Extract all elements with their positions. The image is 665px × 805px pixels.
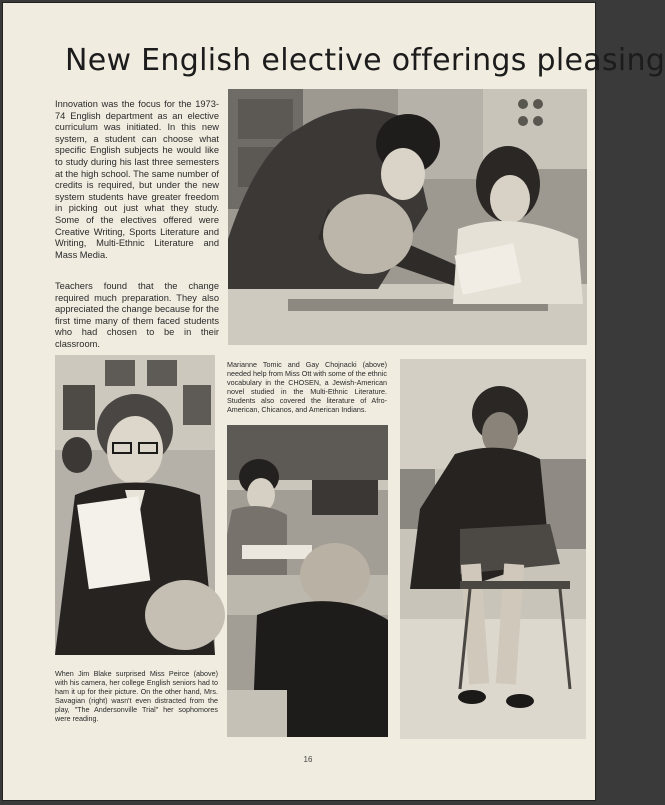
yearbook-page	[2, 2, 665, 801]
photo-caption-bottom: When Jim Blake surprised Miss Peirce (above) with his camera, her college English seniors had to ham it up for their picture. On the other hand, Mrs. Savagian (right) wasn't even distracted from the play, "The Andersonville Trial" her sophomores were reading.	[55, 669, 218, 723]
photo-teacher-seated	[400, 359, 586, 739]
photo-teacher-reading-paper	[55, 355, 215, 655]
page-number: 16	[303, 755, 313, 764]
page-title: New English elective offerings pleasing	[65, 43, 665, 78]
photo-caption-top: Marianne Tomic and Gay Chojnacki (above) needed help from Miss Ott with some of the ethnic vocabulary in the CHOSEN, a Jewish-American novel studied in the Multi-Ethnic Literature. Students also covered the literature of Afro-American, Chicanos, and American Indians.	[227, 360, 387, 414]
photo-students-reading	[227, 425, 388, 737]
article-paragraph-1: Innovation was the focus for the 1973-74 English department as an elective curriculum was initiated. In this new system, a student can choose what specific English subjects he would like to study during his last three semesters at the high school. The same number of credits is required, but under the new system students have greater freedom in picking out just what they study. Some of the electives offered were Creative Writing, Sports Literature and Writing, Multi-Ethnic Literature and Mass Media.	[55, 99, 219, 260]
article-paragraph-2: Teachers found that the change required much preparation. They also appreciated the change because for the first time many of them faced students who had chosen to be in their classroom.	[55, 281, 219, 349]
photo-teacher-helping-students	[228, 89, 587, 345]
